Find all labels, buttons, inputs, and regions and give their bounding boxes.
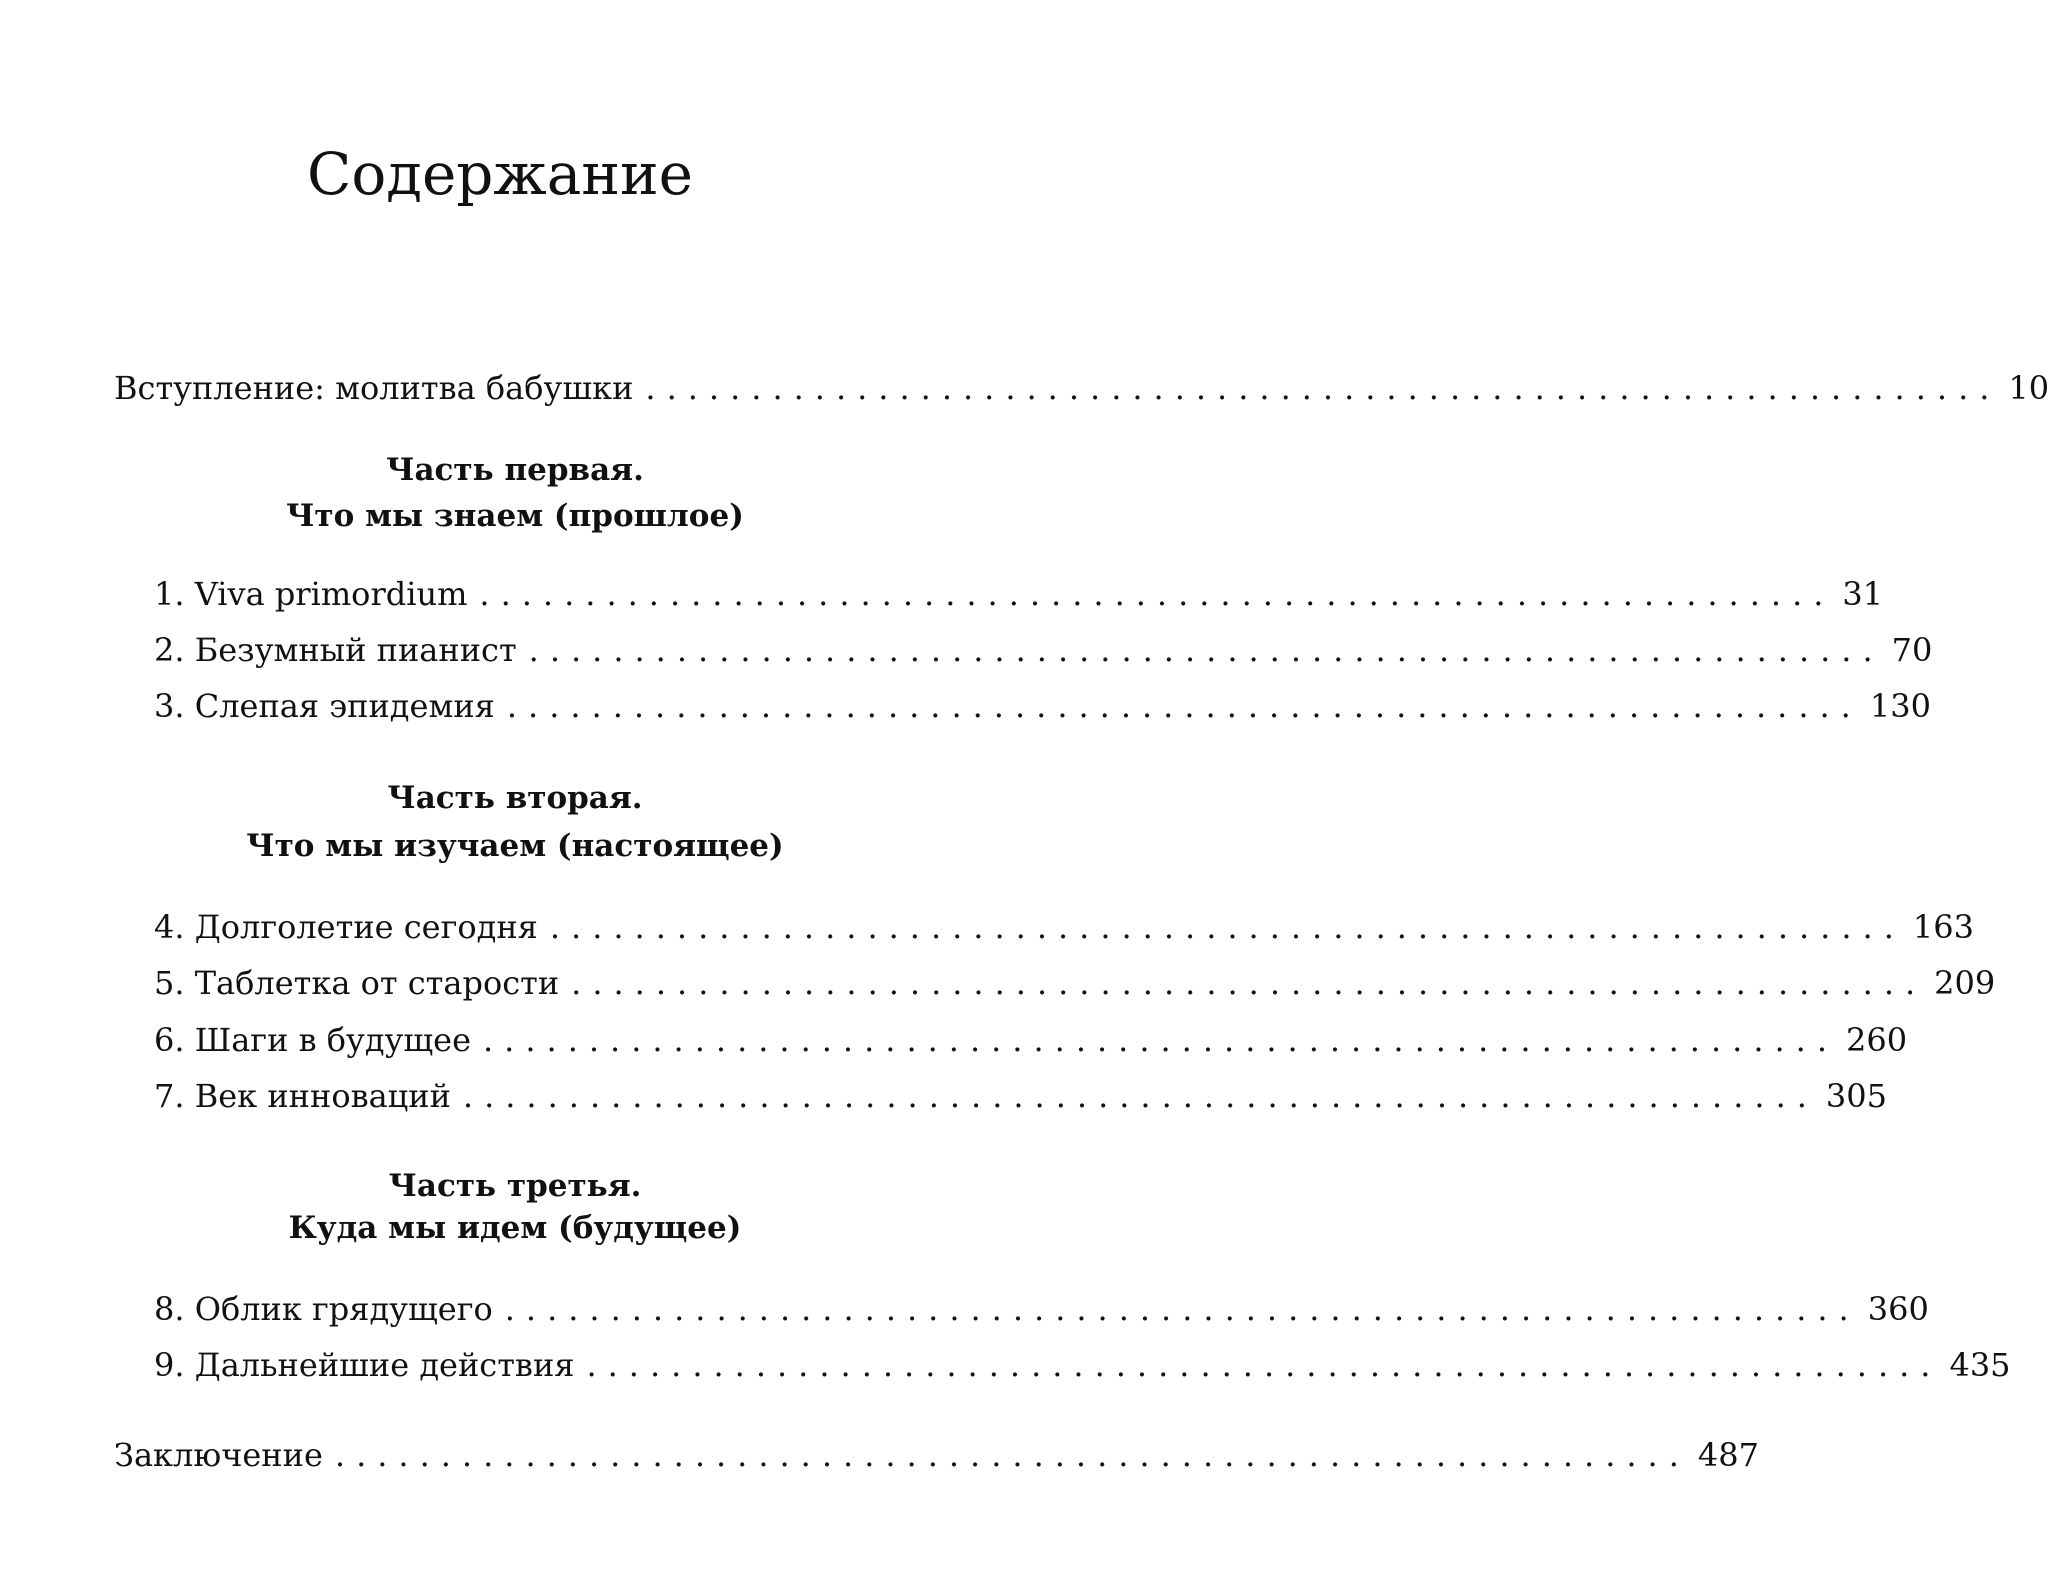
part-subheading: Что мы знаем (прошлое) xyxy=(286,498,744,534)
page-title: Содержание xyxy=(306,140,694,208)
part-heading: Часть третья. xyxy=(388,1168,642,1204)
toc-entry-conclusion[interactable] xyxy=(114,1433,1759,1477)
toc-entry-page: 435 xyxy=(1949,1346,2011,1384)
toc-entry-page: 487 xyxy=(1697,1436,1759,1474)
toc-entry-chapter-6[interactable] xyxy=(154,1018,1908,1062)
dot-leader: ................................................................ xyxy=(334,1436,1690,1474)
toc-entry-label: 3. Слепая эпидемия xyxy=(154,687,495,725)
dot-leader: ................................................................ xyxy=(549,908,1905,946)
toc-entry-page: 260 xyxy=(1846,1021,1908,1059)
toc-entry-page: 209 xyxy=(1934,964,1996,1002)
part-subheading: Куда мы идем (будущее) xyxy=(288,1210,742,1246)
toc-entry-label: 2. Безумный пианист xyxy=(154,631,517,669)
toc-entry-label: Вступление: молитва бабушки xyxy=(114,369,634,407)
toc-entry-page: 305 xyxy=(1825,1077,1887,1115)
toc-entry-chapter-3[interactable] xyxy=(154,684,1931,728)
part-heading: Часть первая. xyxy=(386,452,644,488)
toc-entry-label: 6. Шаги в будущее xyxy=(154,1021,471,1059)
toc-entry-label: 9. Дальнейшие действия xyxy=(154,1346,575,1384)
part-heading: Часть вторая. xyxy=(387,780,643,816)
dot-leader: ................................................................ xyxy=(586,1346,1942,1384)
dot-leader: ................................................................ xyxy=(645,369,2001,407)
toc-entry-page: 360 xyxy=(1867,1290,1929,1328)
toc-entry-chapter-9[interactable] xyxy=(154,1343,2011,1387)
dot-leader: ................................................................ xyxy=(528,631,1884,669)
toc-entry-page: 130 xyxy=(1869,687,1931,725)
dot-leader: ................................................................ xyxy=(571,964,1927,1002)
toc-entry-chapter-7[interactable] xyxy=(154,1074,1887,1118)
toc-entry-chapter-8[interactable] xyxy=(154,1287,1929,1331)
dot-leader: ................................................................ xyxy=(462,1077,1818,1115)
toc-entry-label: 4. Долголетие сегодня xyxy=(154,908,538,946)
dot-leader: ................................................................ xyxy=(483,1021,1838,1059)
toc-entry-label: 7. Век инноваций xyxy=(154,1077,451,1115)
toc-entry-intro[interactable] xyxy=(114,366,2049,410)
toc-entry-label: 1. Viva primordium xyxy=(154,575,468,613)
part-subheading: Что мы изучаем (настоящее) xyxy=(246,828,784,864)
toc-entry-chapter-1[interactable] xyxy=(154,572,1884,616)
toc-entry-page: 163 xyxy=(1912,908,1974,946)
toc-entry-page: 31 xyxy=(1842,575,1884,613)
toc-entry-page: 70 xyxy=(1891,631,1933,669)
toc-entry-chapter-4[interactable] xyxy=(154,905,1974,949)
dot-leader: ................................................................ xyxy=(479,575,1835,613)
toc-entry-page: 10 xyxy=(2008,369,2049,407)
dot-leader: ................................................................ xyxy=(504,1290,1860,1328)
toc-entry-label: 5. Таблетка от старости xyxy=(154,964,560,1002)
toc-entry-label: 8. Облик грядущего xyxy=(154,1290,493,1328)
toc-entry-label: Заключение xyxy=(114,1436,323,1474)
dot-leader: ................................................................ xyxy=(506,687,1862,725)
toc-entry-chapter-5[interactable] xyxy=(154,961,1996,1005)
toc-entry-chapter-2[interactable] xyxy=(154,628,1933,672)
